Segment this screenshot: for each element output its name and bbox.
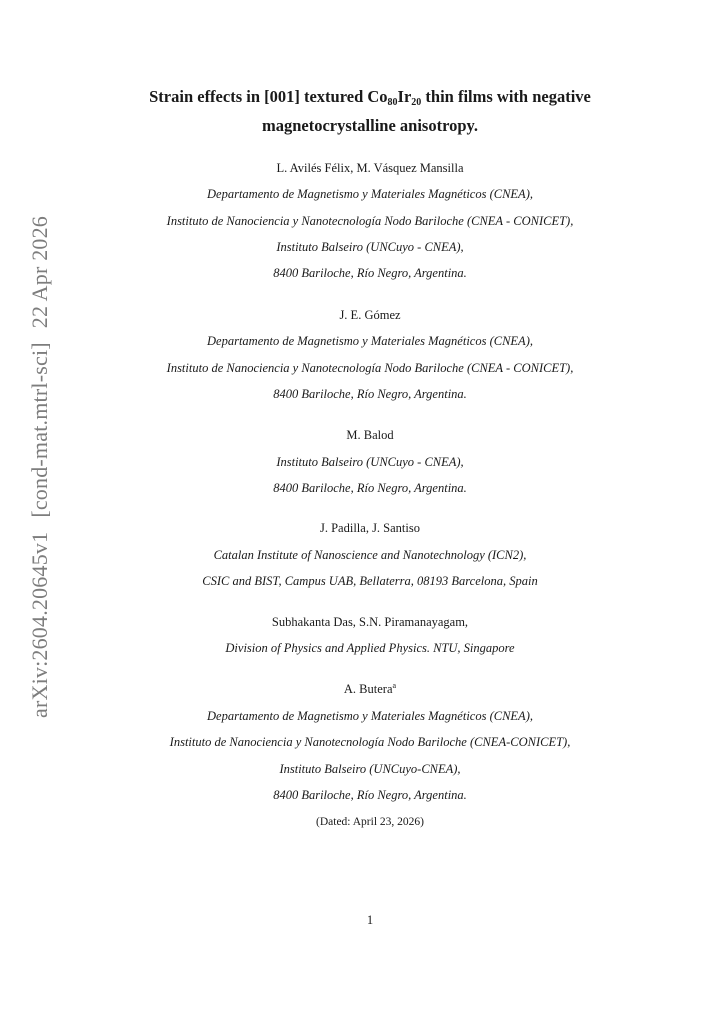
affiliation-line: Instituto de Nanociencia y Nanotecnología Nodo Bariloche (CNEA - CONICET), xyxy=(166,214,574,228)
title-part-2: Ir xyxy=(397,87,412,106)
author-line: J. E. Gómez xyxy=(339,308,401,322)
affiliation-line: Departamento de Magnetismo y Materiales Magnéticos (CNEA), xyxy=(207,187,533,201)
author-line: J. Padilla, J. Santiso xyxy=(319,521,420,535)
arxiv-id: arXiv:2604.20645v1 xyxy=(27,531,52,718)
arxiv-category: [cond-mat.mtrl-sci] xyxy=(27,342,52,518)
affiliation-line: CSIC and BIST, Campus UAB, Bellaterra, 08193 Barcelona, Spain xyxy=(202,574,538,588)
affiliation-line: 8400 Bariloche, Río Negro, Argentina. xyxy=(273,788,467,802)
title-subscript-2: 20 xyxy=(411,97,422,108)
affiliation-line: 8400 Bariloche, Río Negro, Argentina. xyxy=(273,387,467,401)
affiliation-line: Departamento de Magnetismo y Materiales Magnéticos (CNEA), xyxy=(207,709,533,723)
page-number: 1 xyxy=(366,913,374,927)
affiliation-line: Instituto Balseiro (UNCuyo-CNEA), xyxy=(279,762,461,776)
title-part-1: Strain effects in [001] textured Co xyxy=(149,87,388,106)
arxiv-date: 22 Apr 2026 xyxy=(27,216,52,329)
title-line-2: magnetocrystalline anisotropy. xyxy=(261,116,479,135)
author-name: A. Butera xyxy=(343,682,393,696)
affiliation-line: Instituto de Nanociencia y Nanotecnología Nodo Bariloche (CNEA-CONICET), xyxy=(169,735,571,749)
affiliation-line: Instituto Balseiro (UNCuyo - CNEA), xyxy=(276,455,464,469)
author-line: M. Balod xyxy=(346,428,394,442)
affiliation-line: Catalan Institute of Nanoscience and Nanotechnology (ICN2), xyxy=(213,548,527,562)
title-part-3: thin films with negative xyxy=(421,87,591,106)
affiliation-line: Division of Physics and Applied Physics. NTU, Singapore xyxy=(225,641,515,655)
author-line: L. Avilés Félix, M. Vásquez Mansilla xyxy=(276,161,464,175)
author-footnote-marker: a xyxy=(392,681,397,690)
author-line xyxy=(60,681,680,697)
affiliation-line: Departamento de Magnetismo y Materiales Magnéticos (CNEA), xyxy=(207,334,533,348)
affiliation-line: 8400 Bariloche, Río Negro, Argentina. xyxy=(273,266,467,280)
paper-title xyxy=(60,82,680,140)
dated-line: (Dated: April 23, 2026) xyxy=(316,816,424,828)
affiliation-line: Instituto Balseiro (UNCuyo - CNEA), xyxy=(276,240,464,254)
affiliation-line: 8400 Bariloche, Río Negro, Argentina. xyxy=(273,481,467,495)
affiliation-line: Instituto de Nanociencia y Nanotecnología Nodo Bariloche (CNEA - CONICET), xyxy=(166,361,574,375)
author-line: Subhakanta Das, S.N. Piramanayagam, xyxy=(271,615,469,629)
title-subscript-1: 80 xyxy=(387,97,398,108)
arxiv-sidebar-stamp xyxy=(27,216,53,718)
